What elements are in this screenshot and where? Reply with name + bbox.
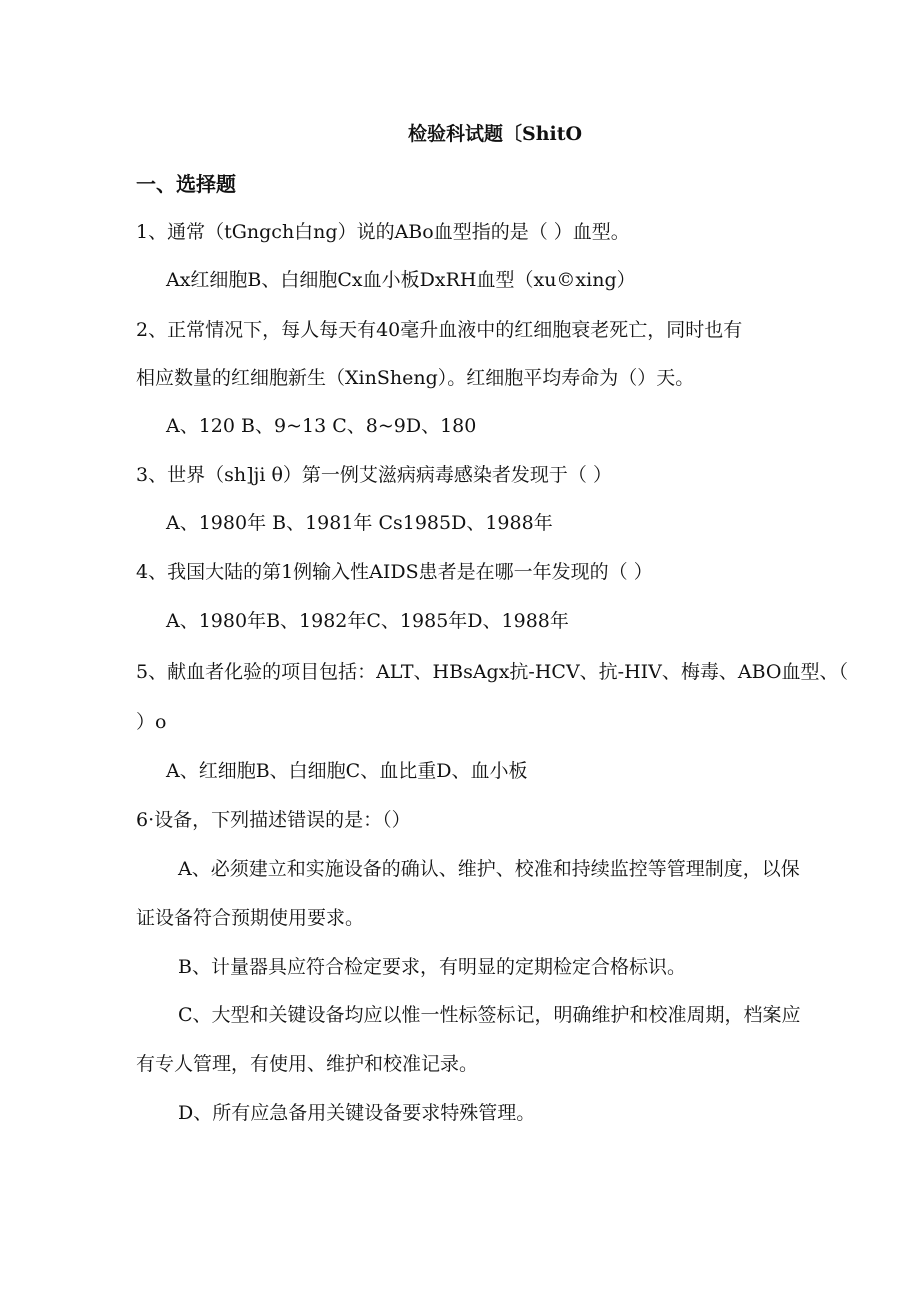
question-3-text: 3、世界（sh]ji θ）第一例艾滋病病毒感染者发现于（ ）	[136, 464, 612, 486]
question-6-option-d: D、所有应急备用关键设备要求特殊管理。	[178, 1102, 536, 1124]
question-1-options: Ax红细胞B、白细胞Cx血小板DxRH血型（xu©xing）	[166, 269, 636, 291]
question-5-options: A、红细胞B、白细胞C、血比重D、血小板	[166, 760, 528, 782]
question-5-text-continued: ）o	[136, 711, 167, 733]
question-2-text: 2、正常情况下，每人每天有40毫升血液中的红细胞衰老死亡，同时也有	[136, 319, 743, 341]
question-6-option-c: C、大型和关键设备均应以惟一性标签标记，明确维护和校准周期，档案应	[178, 1004, 801, 1026]
question-6-option-a: A、必须建立和实施设备的确认、维护、校准和持续监控等管理制度，以保	[178, 858, 800, 880]
question-5-text: 5、献血者化验的项目包括：ALT、HBsAgx抗-HCV、抗-HIV、梅毒、ABO血型、（	[136, 661, 849, 683]
section-heading: 一、选择题	[136, 172, 236, 196]
question-6-text: 6·设备，下列描述错误的是：（）	[136, 809, 411, 831]
question-2-options: A、120 B、9~13 C、8~9D、180	[166, 415, 477, 437]
question-6-option-b: B、计量器具应符合检定要求，有明显的定期检定合格标识。	[178, 956, 686, 978]
question-4-text: 4、我国大陆的第1例输入性AIDS患者是在哪一年发现的（ ）	[136, 561, 653, 583]
question-6-option-c-continued: 有专人管理，有使用、维护和校准记录。	[136, 1053, 479, 1075]
question-4-options: A、1980年B、1982年C、1985年D、1988年	[166, 610, 569, 632]
question-2-text-continued: 相应数量的红细胞新生（XinSheng）。红细胞平均寿命为（）天。	[136, 367, 695, 389]
question-1-text: 1、通常（tGngch白ng）说的ABo血型指的是（ ）血型。	[136, 221, 630, 243]
question-6-option-a-continued: 证设备符合预期使用要求。	[136, 907, 365, 929]
question-3-options: A、1980年 B、1981年 Cs1985D、1988年	[166, 512, 553, 534]
page-title: 检验科试题〔ShitO	[408, 123, 583, 145]
